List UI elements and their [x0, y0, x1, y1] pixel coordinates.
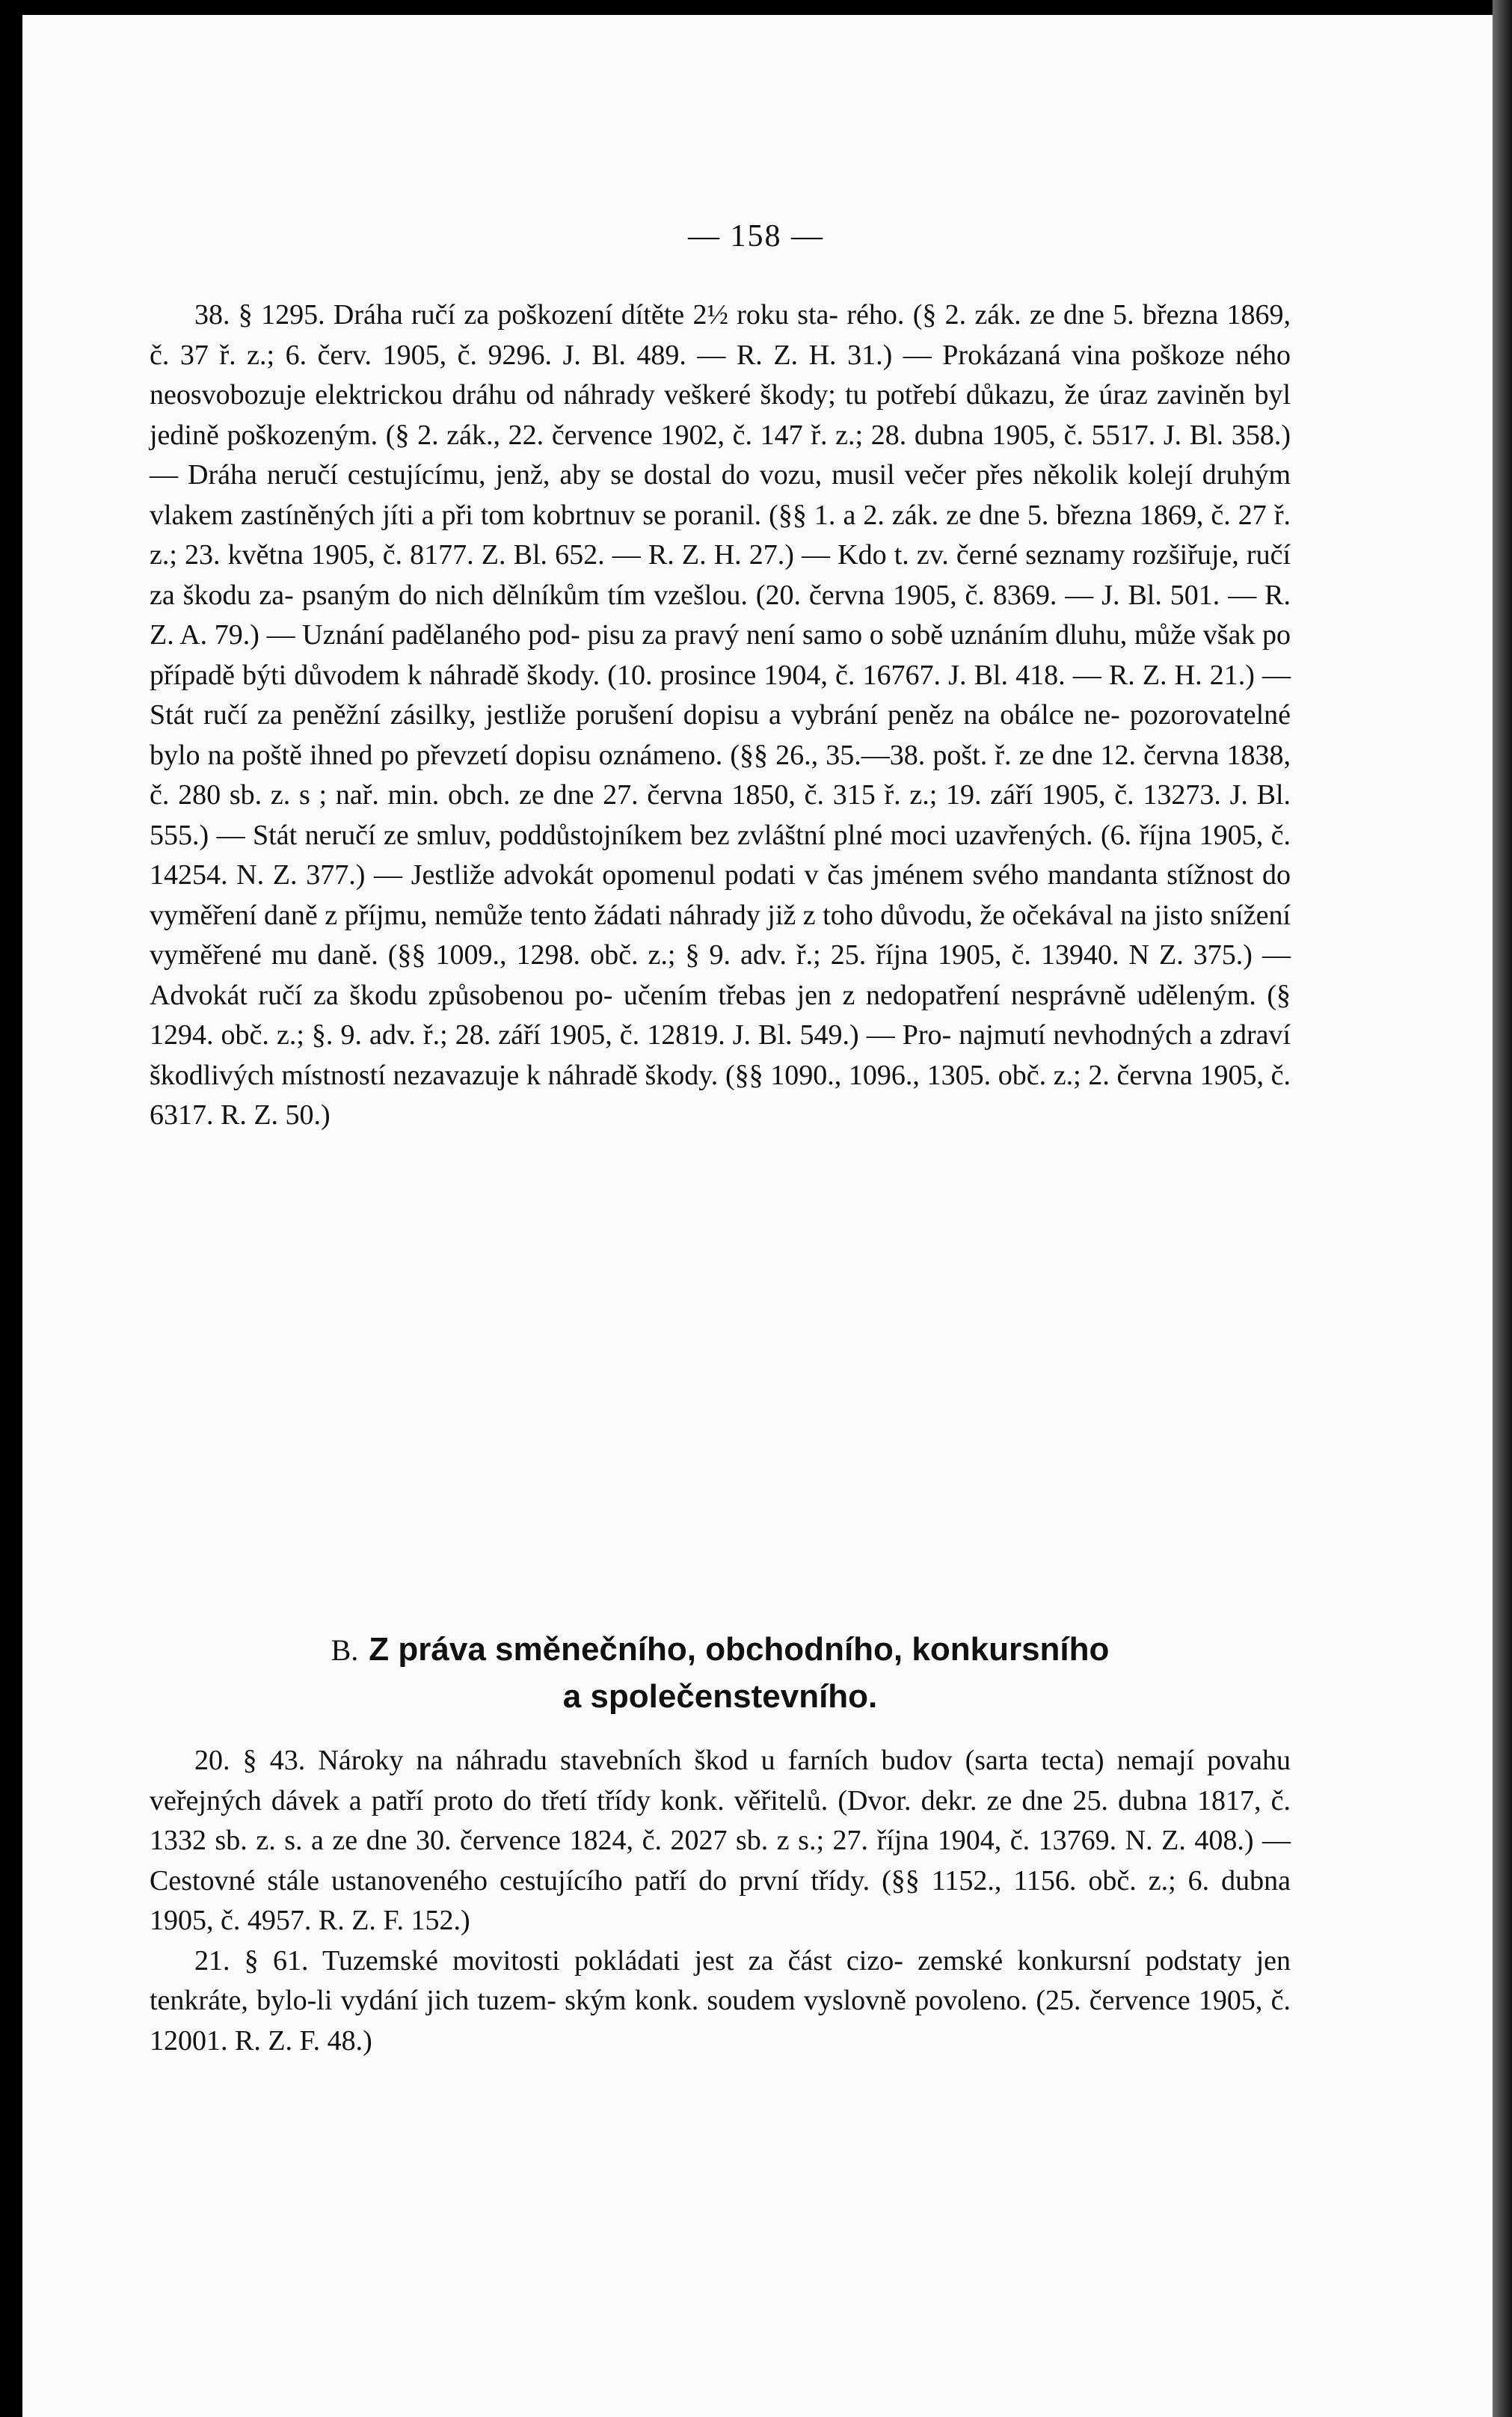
line: října 1904, č. 13769. N. Z. 408.) — Cestovné stále ustanoveného	[150, 1825, 1291, 1897]
line: 38. § 1295. Dráha ručí za poškození dítěte 2½ roku sta-	[194, 299, 839, 331]
line: (§§ 26., 35.—38. pošt. ř. ze dne 12. června 1838, č. 280 sb. z. s ;	[150, 739, 1291, 811]
line: mandanta stížnost do vyměření daně z příjmu, nemůže tento žádati	[150, 859, 1291, 931]
line: zásilky, jestliže porušení dopisu a vybrání peněz na obálce ne-	[390, 699, 1120, 731]
line: cestujícího patří do první třídy. (§§ 1152., 1156. obč. z.; 6. dubna	[499, 1864, 1291, 1897]
line: jíti a při tom kobrtnuv se poranil. (§§ 1. a 2. zák. ze dne 5. března	[382, 499, 1132, 531]
line: 1869, č. 27 ř. z.; 23. května 1905, č. 8177. Z. Bl. 652. — R. Z.	[150, 499, 1291, 571]
line: z.; §. 9. adv. ř.; 28. září 1905, č. 12819. J. Bl. 549.) — Pro-	[276, 1019, 952, 1051]
section-heading	[150, 1627, 1291, 1720]
line: 13940. N Z. 375.) — Advokát ručí za škodu způsobenou po-	[150, 939, 1291, 1011]
line: zemské konkursní podstaty jen tenkráte, bylo-li vydání jich tuzem-	[150, 1944, 1291, 2016]
line: č. 6317. R. Z. 50.)	[150, 1059, 1291, 1131]
line: 1905, č. 4957. R. Z. F. 152.)	[150, 1905, 470, 1936]
entry-21	[150, 1941, 1291, 2062]
section-letter: B.	[331, 1633, 359, 1667]
line: nař. min. obch. ze dne 27. června 1850, č. 315 ř. z.; 19. září 1905,	[335, 779, 1106, 811]
line: budov (sarta tecta) nemají povahu veřejných dávek a patří proto	[150, 1745, 1291, 1816]
entry-20	[150, 1741, 1291, 1941]
line: 21. § 61. Tuzemské movitosti pokládati jest za část cizo-	[194, 1944, 903, 1977]
line: rého. (§ 2. zák. ze dne 5. března 1869, č. 37 ř. z.; 6. červ. 1905,	[150, 299, 1291, 371]
page-number: — 158 —	[688, 219, 824, 254]
line: 12001. R. Z. F. 48.)	[150, 2024, 372, 2057]
section-title-line-2: a společenstevního.	[562, 1678, 878, 1715]
line: náhrady již z toho důvodu, že očekával na jisto snížení vyměřené	[150, 899, 1291, 971]
entry-38-paragraph	[150, 295, 1291, 1136]
line: 16767. J. Bl. 418. — R. Z. H. 21.) — Stát ručí za peněžní	[150, 659, 1291, 731]
line: H. 27.) — Kdo t. zv. černé seznamy rozšiřuje, ručí za škodu za-	[150, 539, 1291, 611]
line: škody; tu potřebí důkazu, že úraz zaviněn byl jedině poškozeným.	[150, 379, 1291, 451]
section-b-body	[150, 1741, 1291, 2061]
line: případě býti důvodem k náhradě škody. (10. prosince 1904, č.	[150, 659, 855, 691]
section-title-line-1	[150, 1627, 1291, 1674]
line: k náhradě škody. (§§ 1090., 1096., 1305. obč. z.; 2. června 1905,	[526, 1059, 1264, 1091]
line: najmutí nevhodných a zdraví škodlivých místností nezavazuje	[150, 1019, 1291, 1091]
line: vozu, musil večer přes několik kolejí druhým vlakem zastíněných	[150, 459, 1291, 531]
line: 377.) — Jestliže advokát opomenul podati v čas jménem svého	[306, 859, 1039, 891]
line: bez zvláštní plné moci uzavřených. (6. října 1905, č. 14254. N. Z.	[150, 819, 1291, 891]
line: č. 1332 sb. z. s. a ze dne 30. července 1824, č. 2027 sb. z s.; 27.	[150, 1784, 1291, 1856]
entry-38	[150, 295, 1291, 1136]
line: psaným do nich dělníkům tím vzešlou. (20. června 1905, č. 8369.	[301, 579, 1057, 611]
line: č. 13273. J. Bl. 555.) — Stát neručí ze smluv, poddůstojníkem	[150, 779, 1291, 851]
line: ného neosvobozuje elektrickou dráhu od náhrady veškeré	[150, 339, 1291, 411]
line: (§ 2. zák., 22. července 1902, č. 147 ř. z.; 28. dubna 1905, č. 5517.	[385, 419, 1156, 451]
line: pisu za pravý není samo o sobě uznáním dluhu, může však po	[587, 619, 1291, 651]
line: 20. § 43. Nároky na náhradu stavebních škod u farních	[194, 1745, 869, 1776]
line: mu daně. (§§ 1009., 1298. obč. z.; § 9. adv. ř.; 25. října 1905, č.	[271, 939, 1031, 971]
line: pozorovatelné bylo na poště ihned po převzetí dopisu oznámeno.	[150, 699, 1291, 771]
line: č. 9296. J. Bl. 489. — R. Z. H. 31.) — Prokázaná vina poškoze	[457, 339, 1225, 371]
line: do třetí třídy konk. věřitelů. (Dvor. dekr. ze dne 25. dubna 1817,	[503, 1784, 1261, 1816]
line: učením třebas jen z nedopatření nesprávně uděleným. (§ 1294. obč.	[150, 979, 1291, 1051]
line: J. Bl. 358.) — Dráha neručí cestujícímu, jenž, aby se dostal do	[150, 419, 1291, 491]
page-edge-shadow	[1493, 0, 1512, 2417]
line: — J. Bl. 501. — R. Z. A. 79.) — Uznání padělaného pod-	[150, 579, 1291, 651]
line: ským konk. soudem vyslovně povoleno. (25. července 1905, č.	[565, 1985, 1291, 2016]
section-title-text: Z práva směnečního, obchodního, konkursního	[369, 1631, 1110, 1668]
